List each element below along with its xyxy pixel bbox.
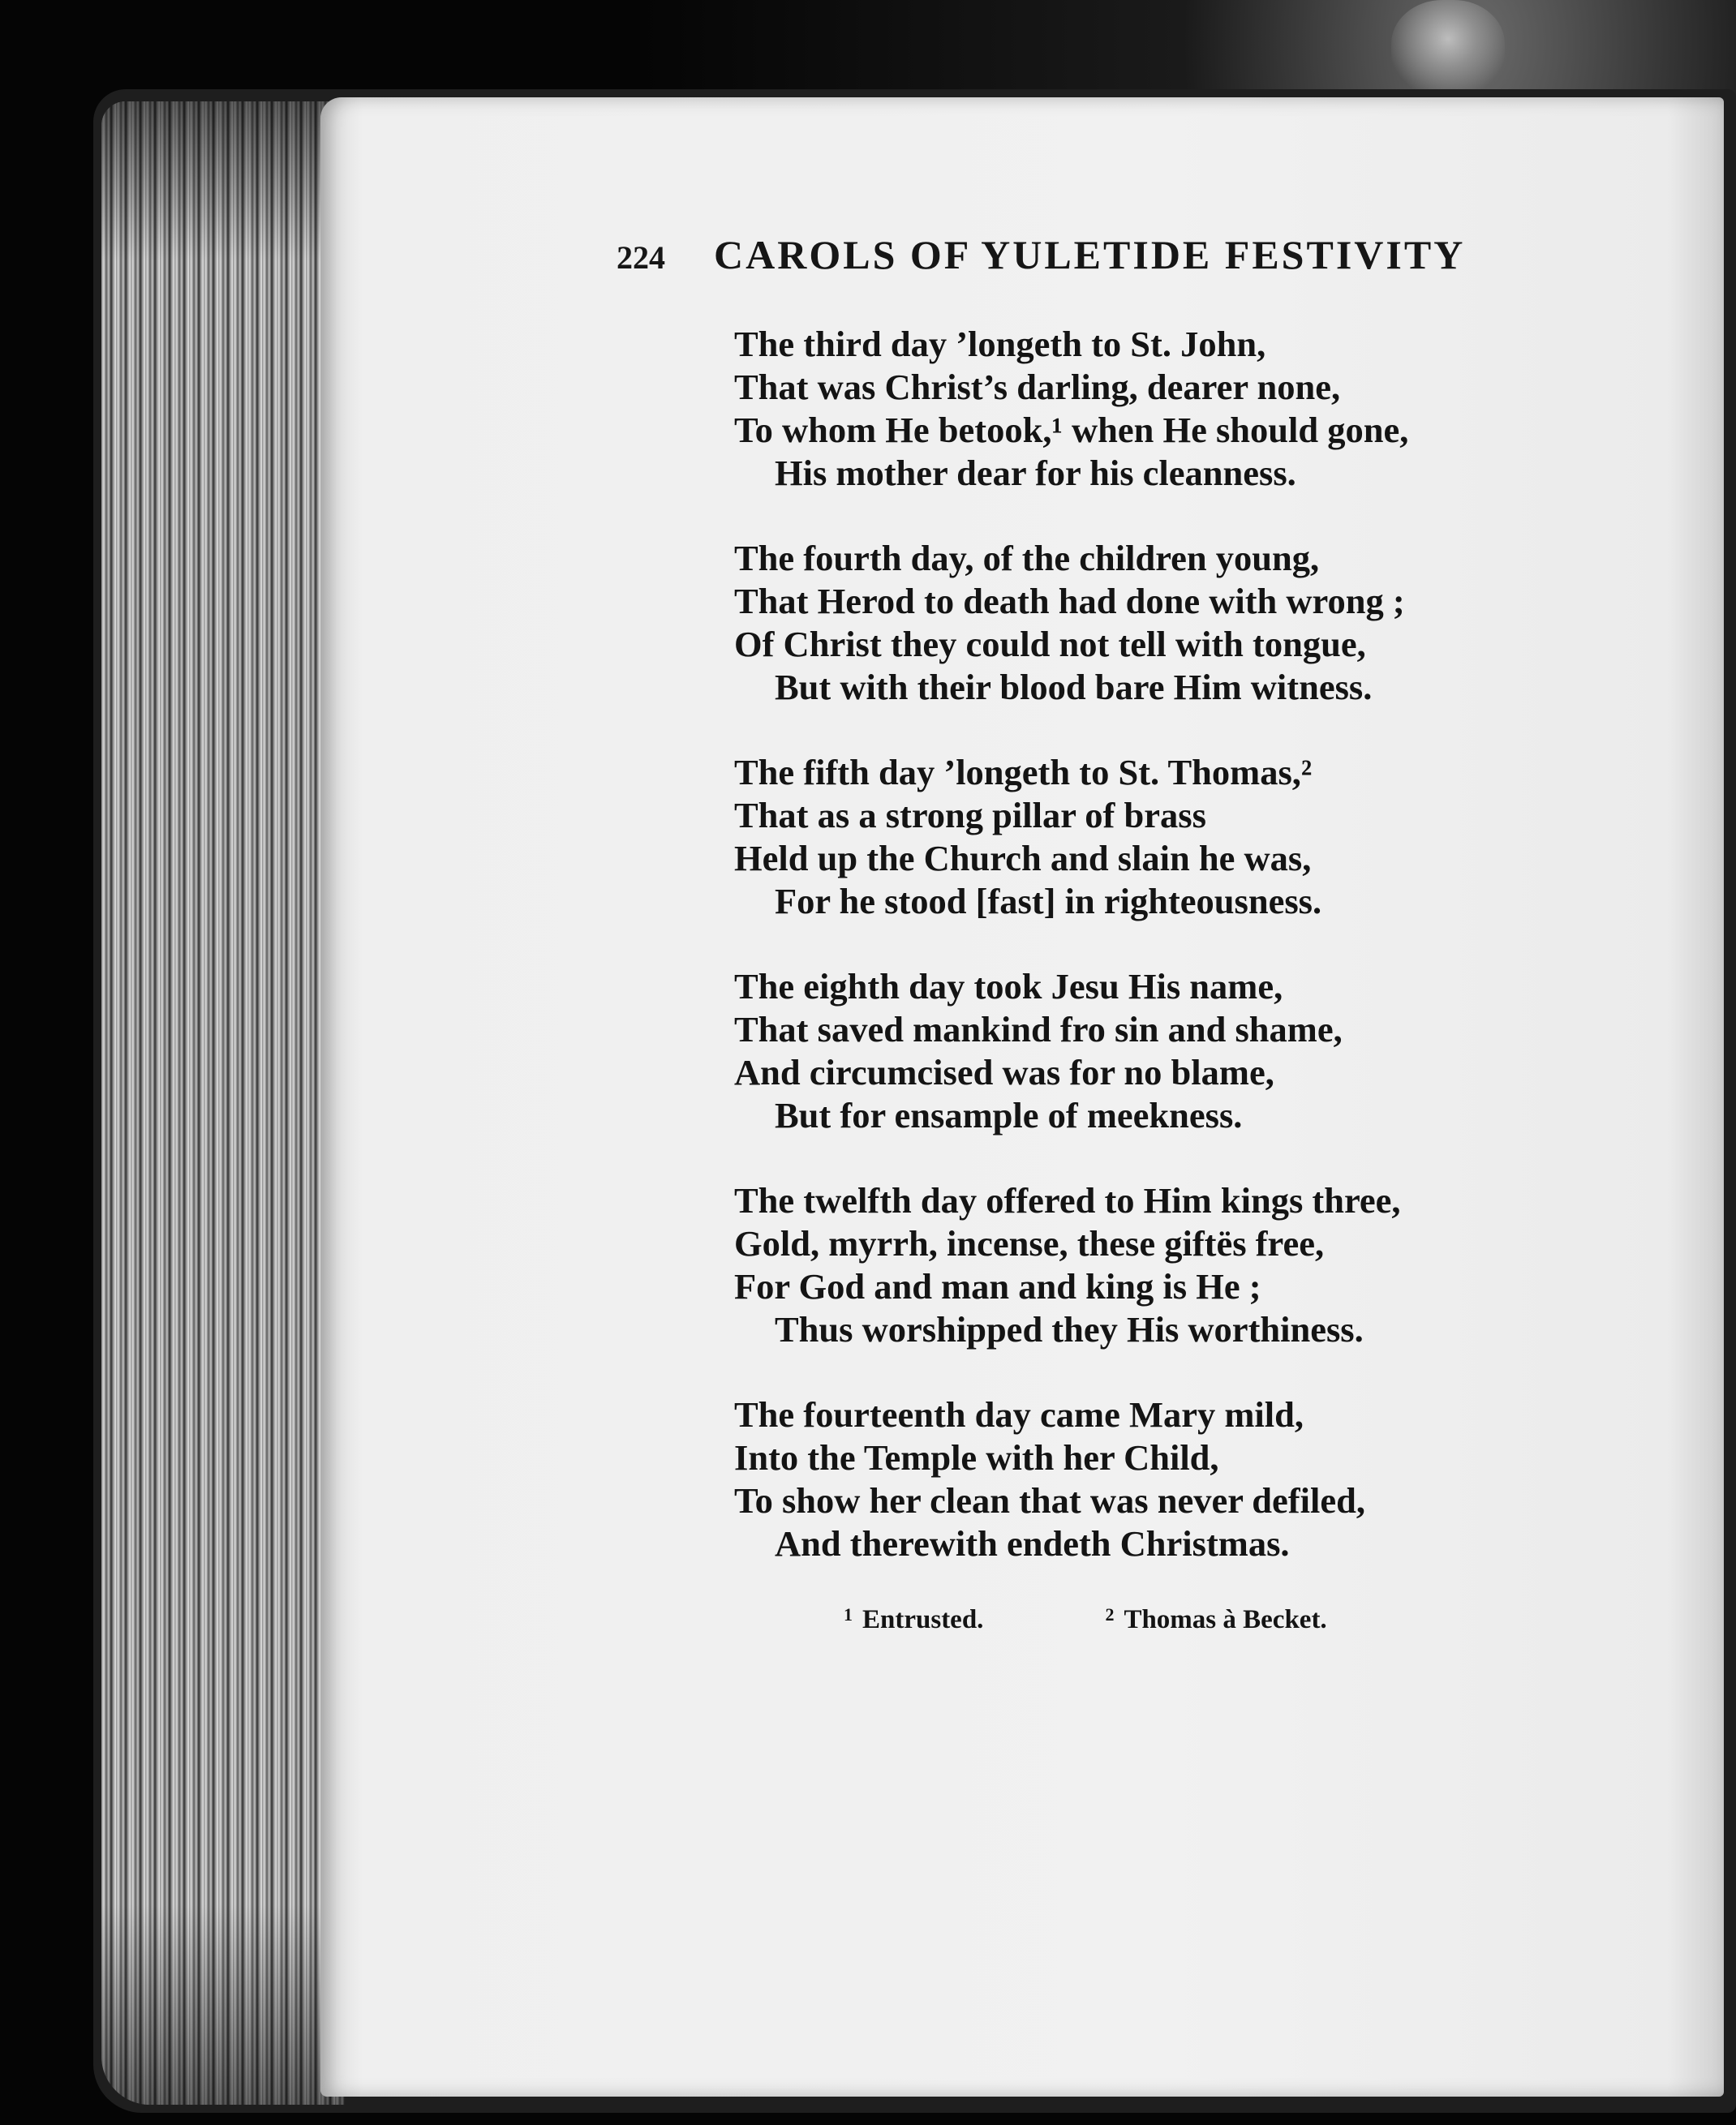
footnote-text: Entrusted.	[862, 1605, 984, 1634]
footnote-mark: 1	[844, 1604, 853, 1625]
footnote	[1105, 1604, 1326, 1635]
verse-line: The fourth day, of the children young,	[734, 538, 1320, 578]
stanza	[734, 751, 1545, 923]
footnote-mark: 2	[1105, 1604, 1115, 1625]
verse-line: And therewith endeth Christmas.	[775, 1523, 1290, 1564]
verse-line: To whom He betook,¹ when He should gone,	[734, 410, 1409, 450]
verse-line: Thus worshipped they His worthiness.	[775, 1309, 1364, 1350]
verse-line: His mother dear for his cleanness.	[775, 453, 1296, 493]
verse-line: For he stood [fast] in righteousness.	[775, 881, 1322, 921]
verse-line: That Herod to death had done with wrong ;	[734, 581, 1405, 621]
stanza	[734, 537, 1545, 709]
running-head	[617, 231, 1501, 304]
footnote-text: Thomas à Becket.	[1124, 1605, 1327, 1634]
verse-line: To show her clean that was never defiled,	[734, 1480, 1365, 1521]
verse-line: And circumcised was for no blame,	[734, 1052, 1274, 1093]
verse-line: That saved mankind fro sin and shame,	[734, 1009, 1343, 1050]
stanza	[734, 1179, 1545, 1351]
verse-line: Of Christ they could not tell with tongue,	[734, 624, 1366, 664]
verse-line: Held up the Church and slain he was,	[734, 838, 1312, 878]
verse-line: The eighth day took Jesu His name,	[734, 966, 1283, 1007]
stanza	[734, 1393, 1545, 1565]
verse-line: The twelfth day offered to Him kings three,	[734, 1180, 1401, 1221]
stanza	[734, 323, 1545, 495]
verse-line: That as a strong pillar of brass	[734, 795, 1206, 835]
verse-line: Gold, myrrh, incense, these giftës free,	[734, 1223, 1325, 1264]
verse-line: But with their blood bare Him witness.	[775, 667, 1373, 707]
verse-line: The fourteenth day came Mary mild,	[734, 1394, 1304, 1435]
verse-line: Into the Temple with her Child,	[734, 1437, 1219, 1478]
running-title: CAROLS OF YULETIDE FESTIVITY	[714, 232, 1466, 277]
verse-line: That was Christ’s darling, dearer none,	[734, 367, 1341, 407]
poem-body	[734, 323, 1545, 1608]
stanza	[734, 965, 1545, 1137]
verse-line: For God and man and king is He ;	[734, 1266, 1261, 1307]
verse-line: But for ensample of meekness.	[775, 1095, 1243, 1135]
scan-stain	[1391, 0, 1505, 97]
footnote	[844, 1604, 983, 1635]
verse-line: The fifth day ’longeth to St. Thomas,²	[734, 752, 1313, 792]
page-number: 224	[617, 239, 665, 276]
footnotes	[844, 1604, 1493, 1635]
verse-line: The third day ’longeth to St. John,	[734, 324, 1266, 364]
page-edges	[101, 101, 345, 2105]
